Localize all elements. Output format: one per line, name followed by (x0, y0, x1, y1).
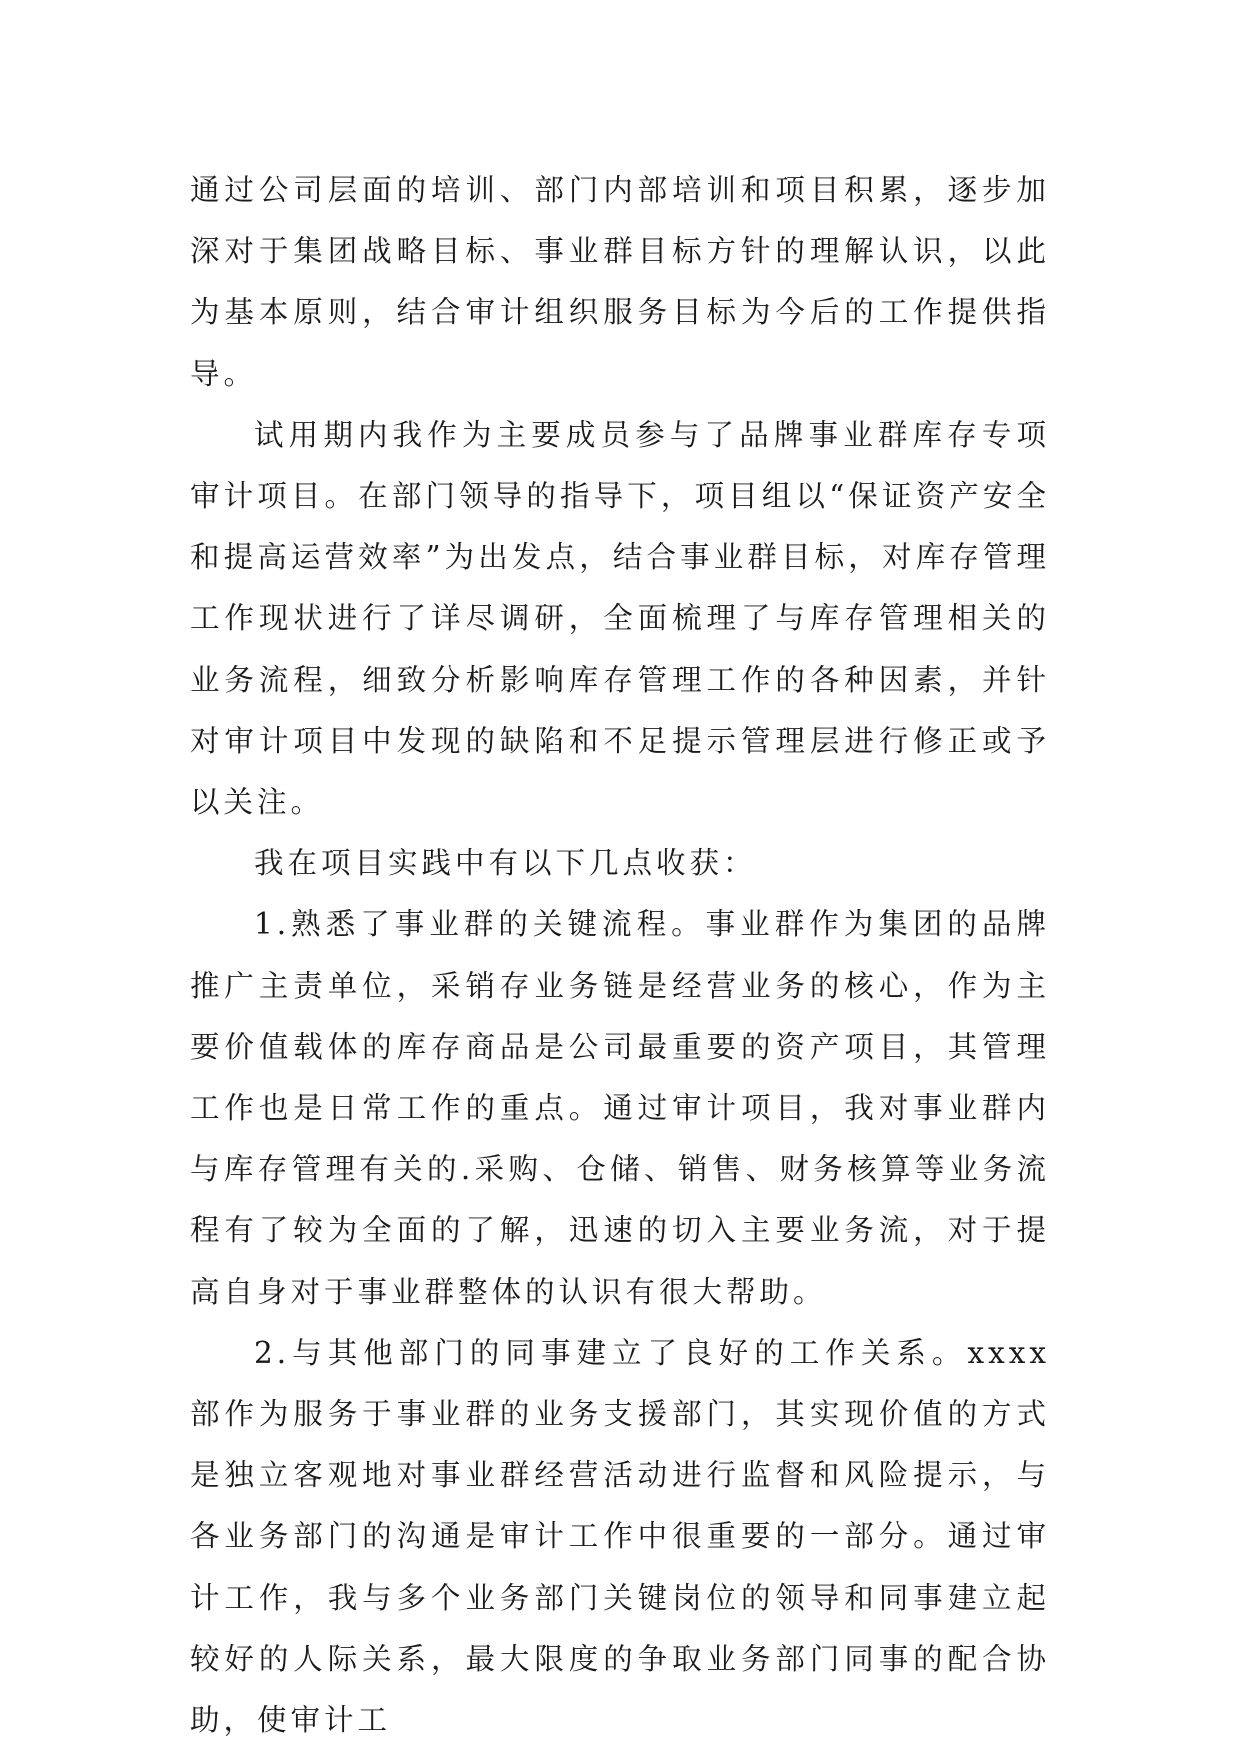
document-body (190, 160, 1050, 1751)
paragraph-1: 通过公司层面的培训、部门内部培训和项目积累，逐步加深对于集团战略目标、事业群目标方针的理解认识，以此为基本原则，结合审计组织服务目标为今后的工作提供指导。 (190, 173, 1050, 391)
paragraph-4: 1.熟悉了事业群的关键流程。事业群作为集团的品牌推广主责单位，采销存业务链是经营业务的核心，作为主要价值载体的库存商品是公司最重要的资产项目，其管理工作也是日常工作的重点。通过审计项目，我对事业群内与库存管理有关的.采购、仓储、销售、财务核算等业务流程有了较为全面的了解，迅速的切入主要业务流，对于提高自身对于事业群整体的认识有很大帮助。 (190, 907, 1050, 1309)
paragraph-2: 试用期内我作为主要成员参与了品牌事业群库存专项审计项目。在部门领导的指导下，项目组以“保证资产安全和提高运营效率”为出发点，结合事业群目标，对库存管理工作现状进行了详尽调研，全面梳理了与库存管理相关的业务流程，细致分析影响库存管理工作的各种因素，并针对审计项目中发现的缺陷和不足提示管理层进行修正或予以关注。 (190, 417, 1050, 820)
paragraph-3: 我在项目实践中有以下几点收获： (254, 846, 757, 881)
paragraph-5: 2.与其他部门的同事建立了良好的工作关系。xxxx 部作为服务于事业群的业务支援部门，其实现价值的方式是独立客观地对事业群经营活动进行监督和风险提示，与各业务部门的沟通是审计工作中很重要的一部分。通过审计工作，我与多个业务部门关键岗位的领导和同事建立起较好的人际关系，最大限度的争取业务部门同事的配合协助，使审计工 (190, 1335, 1050, 1738)
